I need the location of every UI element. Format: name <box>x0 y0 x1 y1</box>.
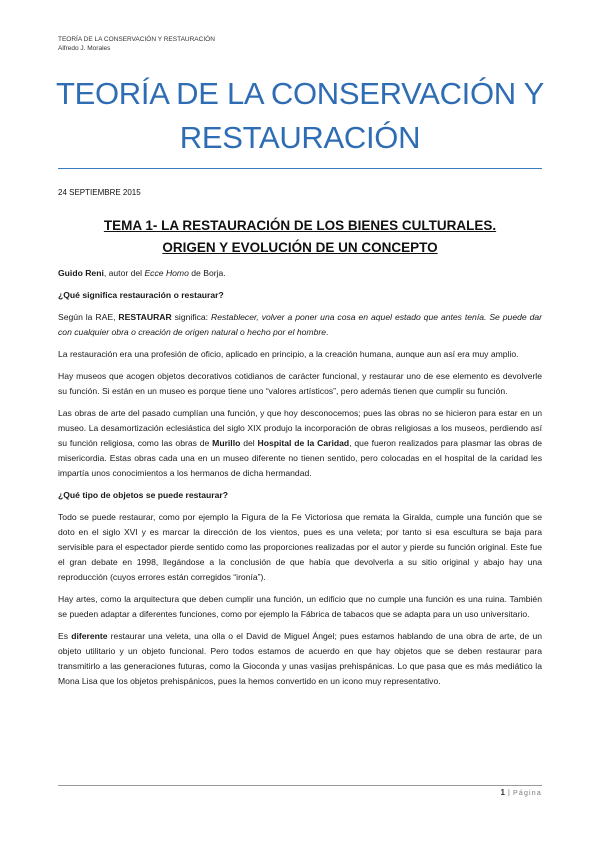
question-2: ¿Qué tipo de objetos se puede restaurar? <box>58 490 228 500</box>
header-author: Alfredo J. Morales <box>58 45 111 52</box>
running-header <box>58 35 215 53</box>
topic-line-1: TEMA 1- LA RESTAURACIÓN DE LOS BIENES CULTURALES. <box>103 218 497 233</box>
topic-line-2: ORIGEN Y EVOLUCIÓN DE UN CONCEPTO <box>162 240 438 255</box>
page-number-value: 1 <box>500 788 505 797</box>
title-divider <box>58 168 542 169</box>
p5-e: , que fueron realizados para plasmar las obras de misericordia. Estas obras cada una en un museo diferente no tienen sentido, pero colocadas en el hospital de la caridad les impartía unos conocimientos a los hermanos de dicha hermandad. <box>58 438 543 478</box>
document-body <box>58 266 542 696</box>
paragraph-4: Hay museos que acogen objetos decorativos cotidianos de carácter funcional, y restaurar uno de ese elemento es devolverle su función. Si están en un museo es porque tiene uno “valores artísticos”, pero además tienen que cumplir su función. <box>58 371 542 396</box>
paragraph-1 <box>58 266 542 281</box>
footer-rule <box>58 785 542 786</box>
header-course: TEORÍA DE LA CONSERVACIÓN Y RESTAURACIÓN <box>58 36 215 43</box>
page-separator: | <box>507 788 510 797</box>
p8-c: restaurar una veleta, una olla o el David de Miguel Ángel; pues estamos hablando de una obra de arte, de un objeto utilitario y un objeto funcional. Pero todos estamos de acuerdo en que hay objetos que se deben restaurar para transmitirlo a las generaciones futuras, como la Gioconda y unas vasijas prehispánicas. Lo que pasa que es más mediático la Mona Lisa que los objetos prehispánicos, pues la hemos convertido en un icono muy representativo. <box>58 631 542 686</box>
paragraph-8 <box>58 629 542 689</box>
paragraph-5 <box>58 406 542 481</box>
paragraph-6: Todo se puede restaurar, como por ejemplo la Figura de la Fe Victoriosa que remata la Giralda, cumple una función que se doto en el siglo XVI y es marcar la dirección de los vientos, pues es una veleta; por tanto si esa escultura se baja para servisible para el espectador pierde sentido como las proporciones realizadas por el autor y pierde su función original. Este fue el gran debate en 1998, llegándose a la conclusión de que había que devolverla a su sitio original y abajo hay una reproducción (cuyos errores están corregidos “ironía”). <box>58 512 542 582</box>
paragraph-2 <box>58 310 542 340</box>
p1-name: Guido Reni <box>58 268 104 278</box>
paragraph-7: Hay artes, como la arquitectura que deben cumplir una función, un edificio que no cumple una función es una ruina. También se pueden adaptar a diferentes funciones, como por ejemplo la Fábrica de tabacos que se adapta para un uso universitario. <box>58 594 542 619</box>
p2-end: . <box>326 327 329 337</box>
topic-heading <box>58 215 542 259</box>
p5-a: Las obras de arte del pasado cumplían una función, y que hoy desconocemos; pues las obras no se hicieron para estar en un museo. La desamortización eclesiástica del siglo XIX produjo la incorporación de obras religiosas a los museos, perdiendo así su función religiosa, como las obras de <box>58 408 542 448</box>
p5-c: del <box>240 438 258 448</box>
p1-mid: , autor del <box>103 268 145 278</box>
p2-definition: Restablecer, volver a poner una cosa en aquel estado que antes tenía. Se puede dar con cualquier obra o creación de origen natural o hecho por el hombre <box>58 312 543 337</box>
p8-a: Es <box>58 631 72 641</box>
page-number <box>500 788 542 797</box>
p5-hospital: Hospital de la Caridad <box>257 438 350 448</box>
page-label: Página <box>513 790 542 797</box>
document-title: TEORÍA DE LA CONSERVACIÓN Y RESTAURACIÓN <box>55 76 545 155</box>
p8-diferente: diferente <box>71 631 108 641</box>
p2-mid: significa: <box>171 312 211 322</box>
paragraph-3: La restauración era una profesión de oficio, aplicado en principio, a la creación humana, aunque aun así era muy amplio. <box>58 349 519 359</box>
p5-murillo: Murillo <box>212 438 241 448</box>
question-1: ¿Qué significa restauración o restaurar? <box>58 290 224 300</box>
p2-pre: Según la RAE, <box>58 312 119 322</box>
p2-word: RESTAURAR <box>118 312 172 322</box>
p1-end: de Borja. <box>188 268 226 278</box>
document-date: 24 SEPTIEMBRE 2015 <box>58 188 141 197</box>
p1-work: Ecce Homo <box>144 268 189 278</box>
